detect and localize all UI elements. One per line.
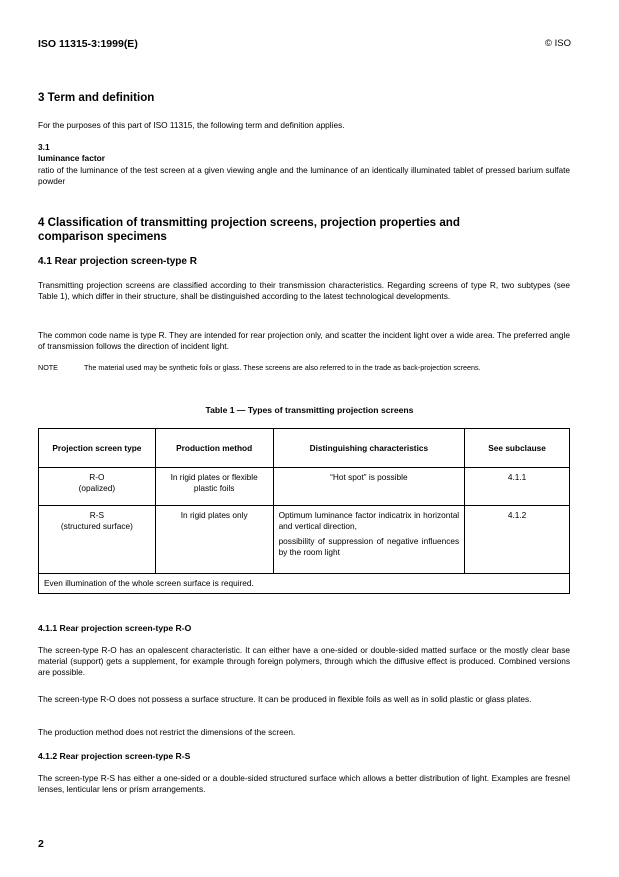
section-3-intro: For the purposes of this part of ISO 11315, the following term and definition applies. <box>38 120 345 130</box>
term-number: 3.1 <box>38 142 50 152</box>
section-4-heading-line2: comparison specimens <box>38 230 167 243</box>
table-cell-method: In rigid plates only <box>155 506 273 574</box>
section-4-1-1-paragraph-1: The screen-type R-O has an opalescent characteristic. It can either have a one-sided or double-sided matted surface or the mostly clear base material (support) gets a supplement, for example through foreign polymers, through which the diffusive effect is produced. Combined versions are possible. <box>38 645 570 677</box>
section-4-1-1-paragraph-3: The production method does not restrict the dimensions of the screen. <box>38 727 296 737</box>
table-row <box>39 506 570 574</box>
table-header-cell: See subclause <box>465 429 570 468</box>
table-cell-type: R-O (opalized) <box>39 468 156 506</box>
table-row <box>39 468 570 506</box>
section-4-1-paragraph-2: The common code name is type R. They are intended for rear projection only, and scatter the incident light over a wide area. The preferred angle of transmission follows the direction of incident light. <box>38 330 570 351</box>
note <box>38 363 570 373</box>
term-definition: ratio of the luminance of the test screen at a given viewing angle and the luminance of an identically illuminated tablet of pressed barium sulfate powder <box>38 165 570 186</box>
copyright-notice: © ISO <box>544 38 571 49</box>
document-id: ISO 11315-3:1999(E) <box>38 38 138 50</box>
section-4-1-paragraph-1: Transmitting projection screens are classified according to their transmission characteristics. Regarding screens of type R, two subtypes (see Table 1), which differ in their structure, shall be distinguished according to the latest technological developments. <box>38 280 570 301</box>
table-cell-characteristics: “Hot spot” is possible <box>273 468 465 506</box>
table-1 <box>38 428 570 594</box>
table-1-caption: Table 1 — Types of transmitting projection screens <box>205 405 414 415</box>
table-cell-characteristics: Optimum luminance factor indicatrix in horizontal and vertical direction, possibility of suppression of negative influences by the room light <box>273 506 465 574</box>
table-header-cell: Distinguishing characteristics <box>273 429 465 468</box>
table-footer-row <box>39 574 570 594</box>
table-header-cell: Projection screen type <box>39 429 156 468</box>
table-footer-cell: Even illumination of the whole screen surface is required. <box>39 574 570 594</box>
section-4-heading <box>38 216 578 244</box>
page-number: 2 <box>38 838 44 850</box>
table-header-row <box>39 429 570 468</box>
section-4-heading-line1: 4 Classification of transmitting projection screens, projection properties and <box>38 216 460 229</box>
table-cell-type: R-S (structured surface) <box>39 506 156 574</box>
table-header-cell: Production method <box>155 429 273 468</box>
term-name: luminance factor <box>38 153 106 163</box>
note-label: NOTE <box>38 363 58 372</box>
section-3-heading: 3 Term and definition <box>38 91 155 104</box>
section-4-1-1-paragraph-2: The screen-type R-O does not possess a surface structure. It can be produced in flexible foils as well as in solid plastic or glass plates. <box>38 694 532 704</box>
table-cell-subclause: 4.1.2 <box>465 506 570 574</box>
section-4-1-heading: 4.1 Rear projection screen-type R <box>38 256 197 267</box>
table-cell-subclause: 4.1.1 <box>465 468 570 506</box>
section-4-1-2-heading: 4.1.2 Rear projection screen-type R-S <box>38 751 191 761</box>
note-text: The material used may be synthetic foils or glass. These screens are also referred to in the trade as back-projection screens. <box>84 363 481 372</box>
section-4-1-1-heading: 4.1.1 Rear projection screen-type R-O <box>38 623 192 633</box>
section-4-1-2-paragraph-1: The screen-type R-S has either a one-sided or a double-sided structured surface which allows a better distribution of light. Examples are fresnel lenses, lenticular lens or prism arrangements. <box>38 773 570 794</box>
table-cell-method: In rigid plates or flexible plastic foils <box>155 468 273 506</box>
